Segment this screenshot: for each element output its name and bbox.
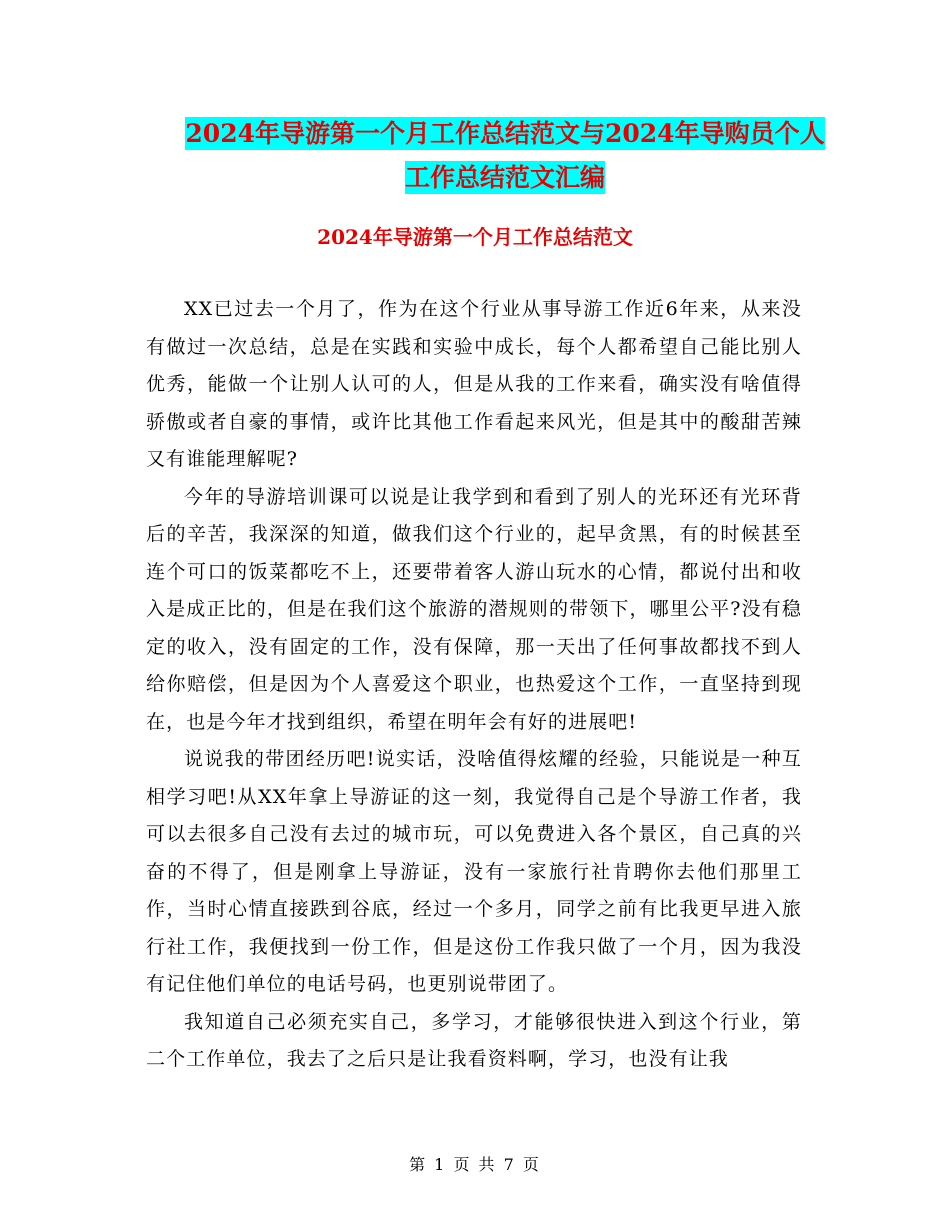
paragraph: 我知道自己必须充实自己，多学习，才能够很快进入到这个行业，第二个工作单位，我去了之后只是让我看资料啊，学习，也没有让我	[146, 1010, 802, 1070]
paragraph: 说说我的带团经历吧!说实话，没啥值得炫耀的经验，只能说是一种互相学习吧!从XX年拿上导游证的这一刻，我觉得自己是个导游工作者，我可以去很多自己没有去过的城市玩，可以免费进入各个景区，自己真的兴奋的不得了，但是刚拿上导游证，没有一家旅行社肯聘你去他们那里工作，当时心情直接跌到谷底，经过一个多月，同学之前有比我更早进入旅行社工作，我便找到一份工作，但是这份工作我只做了一个月，因为我没有记住他们单位的电话号码，也更别说带团了。	[146, 748, 802, 995]
section-title: 2024年导游第一个月工作总结范文	[317, 225, 633, 249]
paragraph: XX已过去一个月了，作为在这个行业从事导游工作近6年来，从来没有做过一次总结，总是在实践和实验中成长，每个人都希望自己能比别人优秀，能做一个让别人认可的人，但是从我的工作来看，确实没有啥值得骄傲或者自豪的事情，或许比其他工作看起来风光，但是其中的酸甜苦辣又有谁能理解呢?	[146, 298, 802, 470]
page-footer: 第 1 页 共 7 页	[409, 1155, 541, 1174]
body-text	[146, 291, 802, 1079]
document-title	[185, 112, 825, 200]
document-title-text: 2024年导游第一个月工作总结范文与2024年导购员个人工作总结范文汇编	[185, 119, 825, 192]
paragraph: 今年的导游培训课可以说是让我学到和看到了别人的光环还有光环背后的辛苦，我深深的知道，做我们这个行业的，起早贪黑，有的时候甚至连个可口的饭菜都吃不上，还要带着客人游山玩水的心情，都说付出和收入是成正比的，但是在我们这个旅游的潜规则的带领下，哪里公平?没有稳定的收入，没有固定的工作，没有保障，那一天出了任何事故都找不到人给你赔偿，但是因为个人喜爱这个职业，也热爱这个工作，一直坚持到现在，也是今年才找到组织，希望在明年会有好的进展吧!	[146, 485, 802, 733]
